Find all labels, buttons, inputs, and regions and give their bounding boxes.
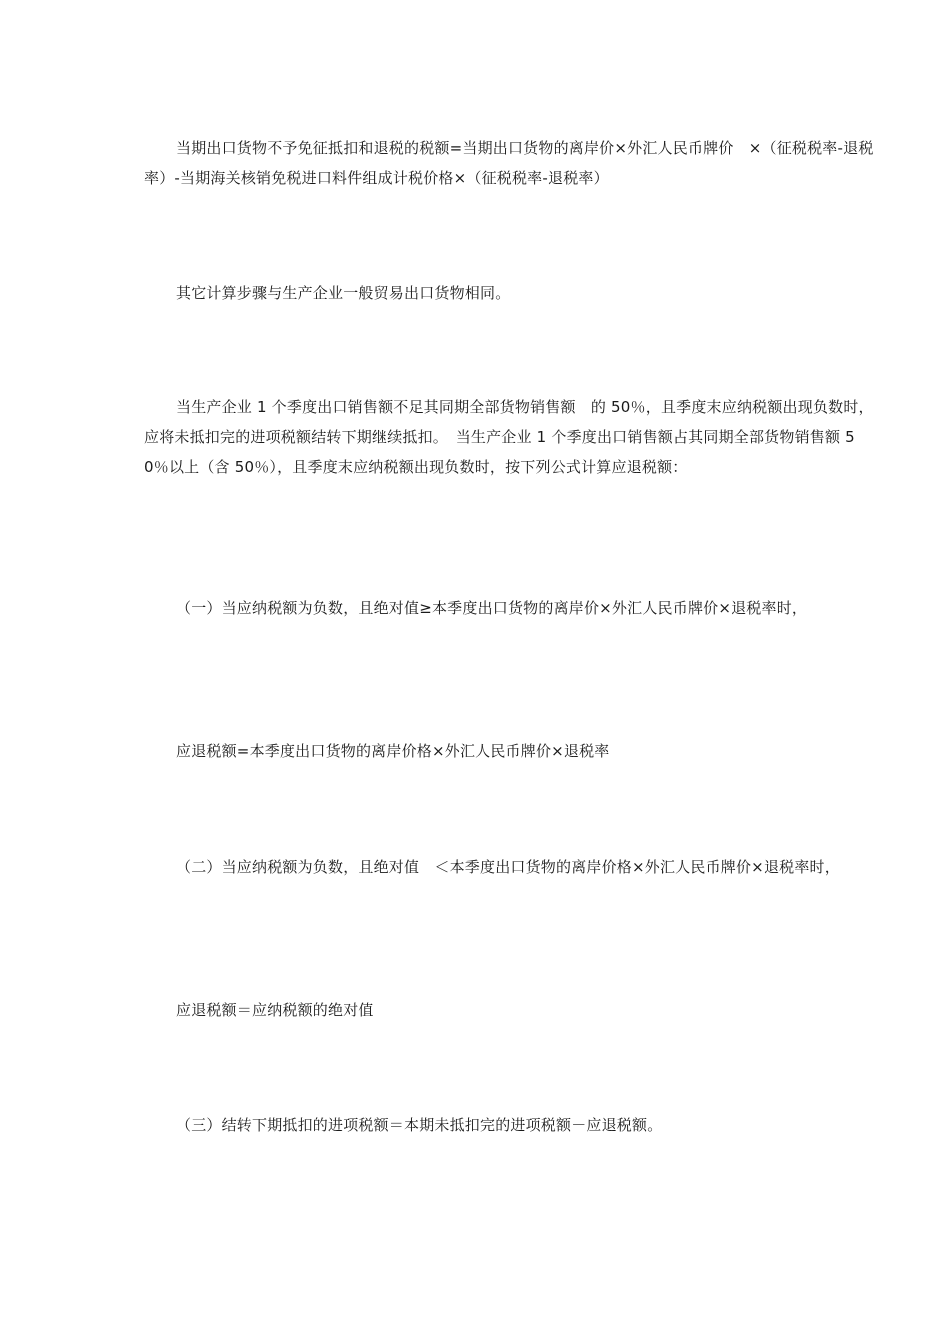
paragraph-non-exempt-tax-formula: 当期出口货物不予免征抵扣和退税的税额=当期出口货物的离岸价×外汇人民币牌价 ×（征税税率-退税率）-当期海关核销免税进口料件组成计税价格×（征税税率-退税率） bbox=[144, 139, 874, 187]
paragraph-other-steps: 其它计算步骤与生产企业一般贸易出口货物相同。 bbox=[176, 284, 511, 302]
paragraph-quarterly-export-rules: 当生产企业 1 个季度出口销售额不足其同期全部货物销售额 的 50％，且季度末应纳税额出现负数时，应将未抵扣完的进项税额结转下期继续抵扣。 当生产企业 1 个季度出口销售额占其同期全部货物销售额 50％以上（含 50％），且季度末应纳税额出现负数时，按下列公式计算应退税额： bbox=[144, 398, 874, 476]
paragraph-case-three-carryover: （三）结转下期抵扣的进项税额＝本期未抵扣完的进项税额－应退税额。 bbox=[176, 1116, 663, 1134]
paragraph-case-two-condition: （二）当应纳税额为负数，且绝对值 ＜本季度出口货物的离岸价格×外汇人民币牌价×退税率时， bbox=[176, 858, 840, 876]
paragraph-case-two-formula: 应退税额＝应纳税额的绝对值 bbox=[176, 1001, 374, 1019]
paragraph-case-one-condition: （一）当应纳税额为负数，且绝对值≥本季度出口货物的离岸价×外汇人民币牌价×退税率时， bbox=[176, 599, 808, 617]
paragraph-case-one-formula: 应退税额=本季度出口货物的离岸价格×外汇人民币牌价×退税率 bbox=[176, 742, 610, 760]
